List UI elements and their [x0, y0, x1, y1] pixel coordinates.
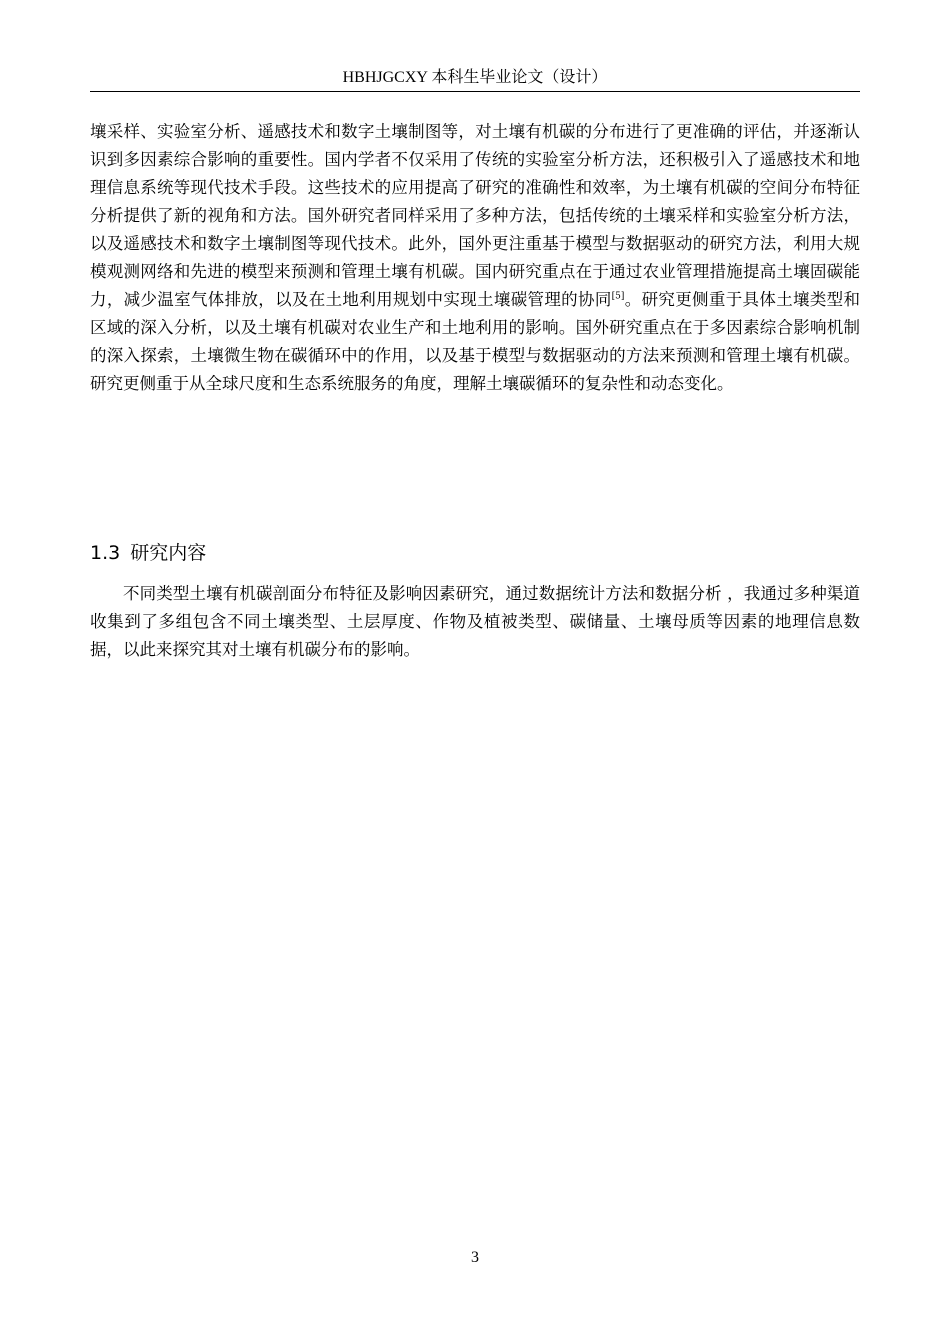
section-title: 研究内容 — [130, 542, 207, 564]
paragraph-1-text: 壤采样、实验室分析、遥感技术和数字土壤制图等，对土壤有机碳的分布进行了更准确的评估，并逐渐认识到多因素综合影响的重要性。国内学者不仅采用了传统的实验室分析方法，还积极引入了遥感技术和地理信息系统等现代技术手段。这些技术的应用提高了研究的准确性和效率，为土壤有机碳的空间分布特征分析提供了新的视角和方法。国外研究者同样采用了多种方法，包括传统的土壤采样和实验室分析方法，以及遥感技术和数字土壤制图等现代技术。此外，国外更注重基于模型与数据驱动的研究方法，利用大规模观测网络和先进的模型来预测和管理土壤有机碳。国内研究重点在于通过农业管理措施提高土壤固碳能力，减少温室气体排放，以及在土地利用规划中实现土壤碳管理的协同 — [90, 122, 860, 309]
paragraph-2-text: 不同类型土壤有机碳剖面分布特征及影响因素研究，通过数据统计方法和数据分析 ，我通过多种渠道收集到了多组包含不同土壤类型、土层厚度、作物及植被类型、碳储量、土壤母质等因素的地理信息数据，以此来探究其对土壤有机碳分布的影响。 — [90, 584, 860, 659]
page-header — [90, 68, 860, 92]
citation-ref: [5] — [611, 291, 625, 302]
header-title: HBHJGCXY 本科生毕业论文（设计） — [342, 69, 608, 86]
paragraph-1-text-continued: 。研究更侧重于具体土壤类型和区域的深入分析，以及土壤有机碳对农业生产和土地利用的影响。国外研究重点在于多因素综合影响机制的深入探索，土壤微生物在碳循环中的作用，以及基于模型与数据驱动的方法来预测和管理土壤有机碳。研究更侧重于从全球尺度和生态系统服务的角度，理解土壤碳循环的复杂性和动态变化。 — [90, 290, 861, 393]
page-number-text: 3 — [471, 1249, 479, 1266]
body-paragraph-2 — [90, 580, 860, 664]
body-paragraph-1 — [90, 118, 860, 398]
section-heading — [90, 540, 860, 566]
page-number — [0, 1248, 950, 1268]
section-number: 1.3 — [90, 542, 121, 564]
